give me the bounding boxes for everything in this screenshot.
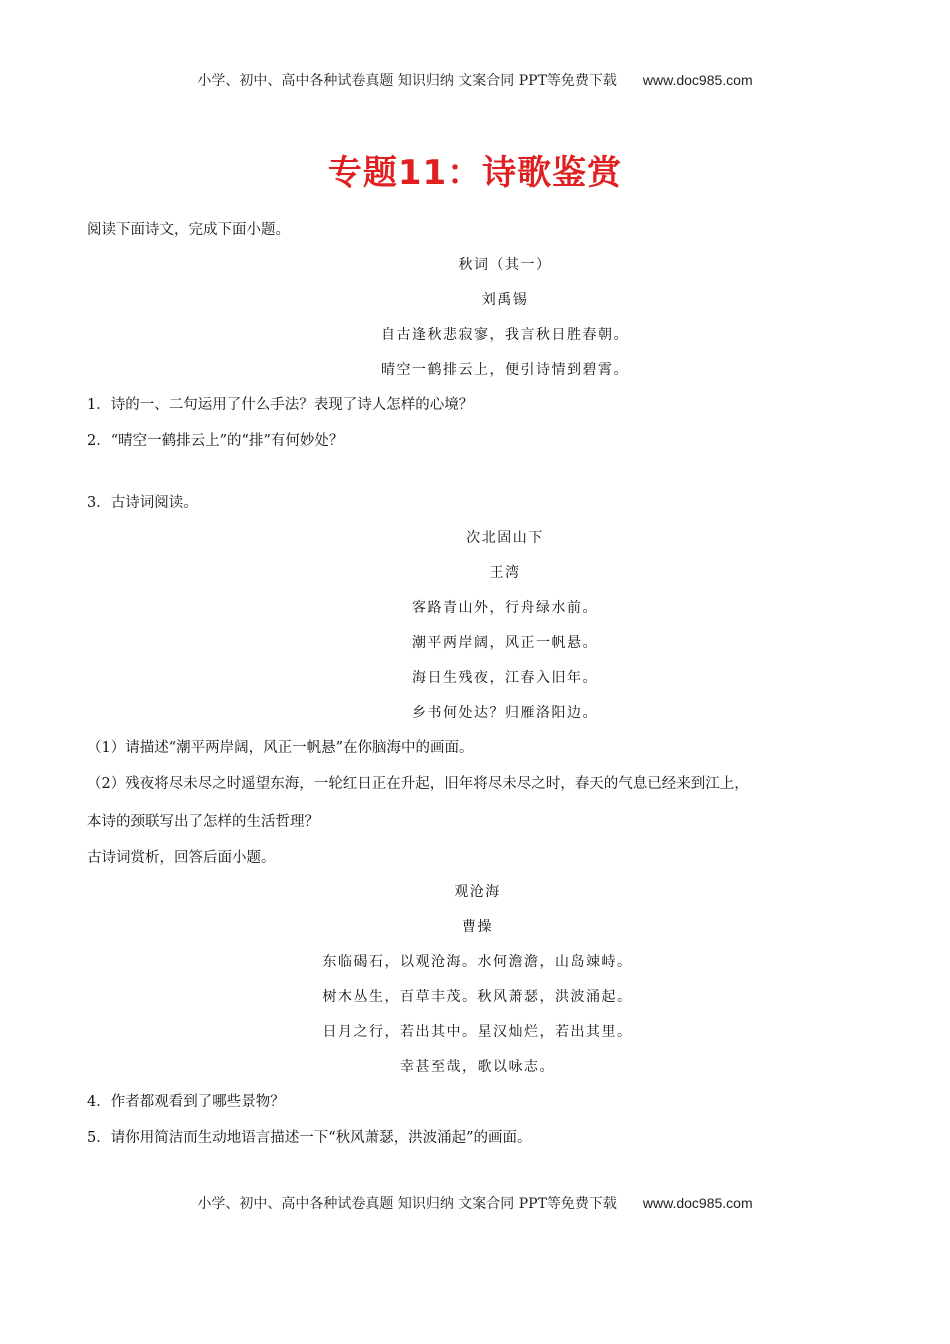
header-site-link[interactable]: www.doc985.com xyxy=(642,72,753,88)
question-3-2-line-2: 本诗的颈联写出了怎样的生活哲理？ xyxy=(87,814,319,830)
page-footer xyxy=(0,1193,950,1213)
poem2-line-2: 潮平两岸阔，风正一帆悬。 xyxy=(412,635,598,651)
poem2-author: 王湾 xyxy=(489,565,521,581)
section3-intro: 古诗词赏析，回答后面小题。 xyxy=(87,850,276,866)
footer-site-link[interactable]: www.doc985.com xyxy=(642,1195,753,1211)
question-3-1: （1）请描述“潮平两岸阔，风正一帆悬”在你脑海中的画面。 xyxy=(87,740,474,756)
poem3-title: 观沧海 xyxy=(454,884,501,900)
poem3-line-2: 树木丛生，百草丰茂。秋风萧瑟，洪波涌起。 xyxy=(322,989,633,1005)
section2-intro: 3．古诗词阅读。 xyxy=(87,495,198,511)
poem2-line-4: 乡书何处达？归雁洛阳边。 xyxy=(412,705,598,721)
poem1-line-1: 自古逢秋悲寂寥，我言秋日胜春朝。 xyxy=(381,327,629,343)
header-text: 小学、初中、高中各种试卷真题 知识归纳 文案合同 PPT等免费下载 xyxy=(197,73,617,89)
question-2: 2．“晴空一鹤排云上”的“排”有何妙处？ xyxy=(87,433,344,449)
poem1-line-2: 晴空一鹤排云上，便引诗情到碧霄。 xyxy=(381,362,629,378)
question-1: 1．诗的一、二句运用了什么手法？表现了诗人怎样的心境？ xyxy=(87,397,474,413)
poem3-author: 曹操 xyxy=(462,919,493,935)
poem2-line-1: 客路青山外，行舟绿水前。 xyxy=(412,600,598,616)
poem1-author: 刘禹锡 xyxy=(481,292,529,308)
poem3-line-4: 幸甚至哉，歌以咏志。 xyxy=(400,1059,555,1075)
question-4: 4．作者都观看到了哪些景物？ xyxy=(87,1094,285,1110)
poem2-line-3: 海日生残夜，江春入旧年。 xyxy=(412,670,598,686)
poem3-line-3: 日月之行，若出其中。星汉灿烂，若出其里。 xyxy=(322,1024,633,1040)
poem2-title: 次北固山下 xyxy=(466,530,544,546)
page-title: 专题11：诗歌鉴赏 xyxy=(327,153,623,193)
footer-text: 小学、初中、高中各种试卷真题 知识归纳 文案合同 PPT等免费下载 xyxy=(197,1196,617,1212)
poem3-line-1: 东临碣石，以观沧海。水何澹澹，山岛竦峙。 xyxy=(322,954,633,970)
section1-intro: 阅读下面诗文，完成下面小题。 xyxy=(87,222,290,238)
question-5: 5．请你用简洁而生动地语言描述一下“秋风萧瑟，洪波涌起”的画面。 xyxy=(87,1130,532,1146)
question-3-2-line-1: （2）残夜将尽未尽之时遥望东海，一轮红日正在升起，旧年将尽未尽之时，春天的气息已经来到江上， xyxy=(87,776,749,792)
page-header xyxy=(0,70,950,90)
poem1-title: 秋词（其一） xyxy=(458,257,552,273)
